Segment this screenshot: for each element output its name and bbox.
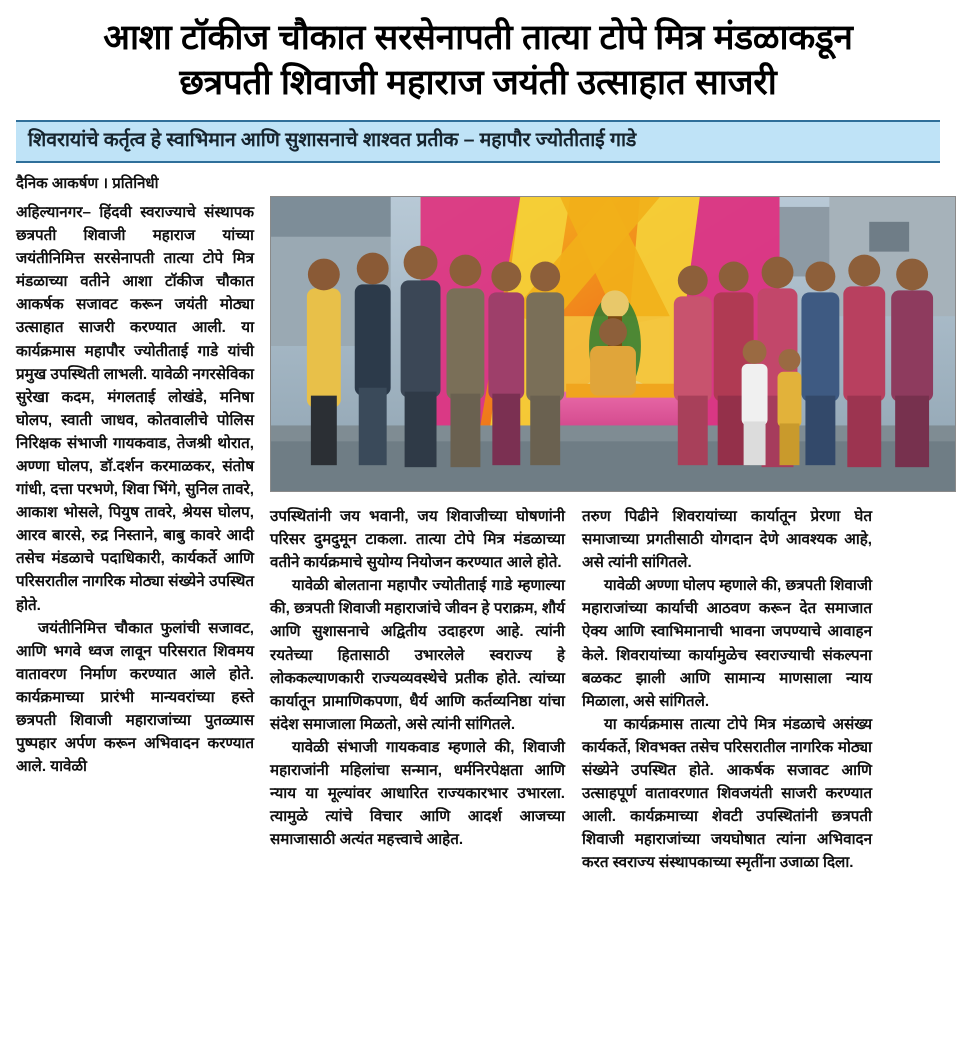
headline-line-1: आशा टॉकीज चौकात सरसेनापती तात्या टोपे मित्र मंडळाकडून	[103, 18, 853, 57]
paragraph-text: उपस्थितांनी जय भवानी, जय शिवाजीच्या घोषणांनी परिसर दुमदुमून टाकला. तात्या टोपे मित्र मंडळाच्या वतीने कार्यक्रमाचे सुयोग्य नियोजन करण्यात आले होते.	[270, 507, 565, 572]
paragraph-text: यावेळी संभाजी गायकवाड म्हणाले की, शिवाजी महाराजांनी महिलांचा सन्मान, धर्मनिरपेक्षता आणि न्याय या मूल्यांवर आधारित राज्यकारभार उभारला. त्यामुळे त्यांचे विचार आणि आदर्श आजच्या समाजासाठी अत्यंत महत्त्वाचे आहेत.	[270, 738, 565, 849]
subheadline-text: शिवरायांचे कर्तृत्व हे स्वाभिमान आणि सुशासनाचे शाश्वत प्रतीक – महापौर ज्योतीताई गाडे	[28, 128, 637, 151]
paragraph	[270, 736, 565, 851]
paragraph-text: हिंदवी स्वराज्याचे संस्थापक छत्रपती शिवाजी महाराज यांच्या जयंतीनिमित्त सरसेनापती तात्या टोपे मित्र मंडळाच्या वतीने आशा टॉकीज चौकात आकर्षक सजावट करून जयंती मोठ्या उत्साहात साजरी करण्यात आली. या कार्यक्रमास महापौर ज्योतीताई गाडे यांची प्रमुख उपस्थिती लाभली. यावेळी नगरसेविका सुरेखा कदम, मंगलताई लोखंडे, मनिषा घोलप, स्वाती जाधव, कोतवालीचे पोलिस निरिक्षक संभाजी गायकवाड, तेजश्री थोरात, अण्णा घोलप, डॉ.दर्शन करमाळकर, संतोष गांधी, दत्ता परभणे, शिवा भिंगे, सुनिल तावरे, आकाश भोसले, पियुष तावरे, श्रेयस घोलप, आरव बारसे, रुद्र निस्ताने, बाबु कावरे आदी तसेच मंडळाचे पदाधिकारी, कार्यकर्ते आणि परिसरातील नागरिक मोठ्या संख्येने उपस्थित होते.	[16, 203, 254, 614]
byline: दैनिक आकर्षण । प्रतिनिधी	[16, 174, 159, 192]
paragraph	[270, 505, 565, 574]
paragraph	[582, 505, 872, 574]
headline-line-2: छत्रपती शिवाजी महाराज जयंती उत्साहात साजरी	[179, 62, 777, 102]
subheadline-band	[16, 120, 940, 163]
paragraph-text: यावेळी अण्णा घोलप म्हणाले की, छत्रपती शिवाजी महाराजांच्या कार्याची आठवण करून देत समाजात ऐक्य आणि स्वाभिमानाची भावना जपण्याचे आवाहन केले. शिवरायांच्या कार्यामुळेच स्वराज्याची संकल्पना बळकट झाली आणि सामान्य माणसाला न्याय मिळाला, असे सांगितले.	[582, 577, 872, 710]
dateline: अहिल्यानगर–	[16, 203, 91, 221]
article-column-2	[270, 505, 565, 851]
paragraph	[582, 574, 872, 713]
paragraph-text: जयंतीनिमित्त चौकात फुलांची सजावट, आणि भगवे ध्वज लावून परिसरात शिवमय वातावरण निर्माण करण्यात आले होते. कार्यक्रमाच्या प्रारंभी मान्यवरांच्या हस्ते छत्रपती शिवाजी महाराजांच्या पुतळ्यास पुष्पहार अर्पण करून अभिवादन करण्यात आले. यावेळी	[16, 619, 254, 776]
paragraph-text: तरुण पिढीने शिवरायांच्या कार्यातून प्रेरणा घेत समाजाच्या प्रगतीसाठी योगदान देणे आवश्यक आहे, असे त्यांनी सांगितले.	[582, 507, 872, 572]
paragraph	[582, 713, 872, 875]
paragraph	[270, 574, 565, 736]
article-body	[16, 201, 940, 996]
paragraph-text: यावेळी बोलताना महापौर ज्योतीताई गाडे म्हणाल्या की, छत्रपती शिवाजी महाराजांचे जीवन हे पराक्रम, शौर्य आणि सुशासनाचे अद्वितीय उदाहरण आहे. त्यांनी रयतेच्या हितासाठी उभारलेले स्वराज्य हे लोककल्याणकारी राज्यव्यवस्थेचे प्रतीक होते. त्यांच्या कार्यातून प्रामाणिकपणा, धैर्य आणि कर्तव्यनिष्ठा यांचा संदेश समाजाला मिळतो, असे त्यांनी सांगितले.	[270, 577, 565, 733]
paragraph	[16, 201, 254, 617]
page-title	[16, 14, 940, 106]
paragraph	[16, 617, 254, 779]
photo-illustration	[271, 197, 955, 491]
article-column-1	[16, 201, 254, 778]
paragraph-text: या कार्यक्रमास तात्या टोपे मित्र मंडळाचे असंख्य कार्यकर्ते, शिवभक्त तसेच परिसरातील नागरिक मोठ्या संख्येने उपस्थित होते. आकर्षक सजावट आणि उत्साहपूर्ण वातावरणात शिवजयंती साजरी करण्यात आली. कार्यक्रमाच्या शेवटी उपस्थितांनी छत्रपती शिवाजी महाराजांच्या जयघोषात त्यांना अभिवादन करत स्वराज्य संस्थापकाच्या स्मृतींना उजाळा दिला.	[582, 715, 872, 872]
article-photo	[270, 196, 956, 492]
article-column-3	[582, 505, 872, 875]
